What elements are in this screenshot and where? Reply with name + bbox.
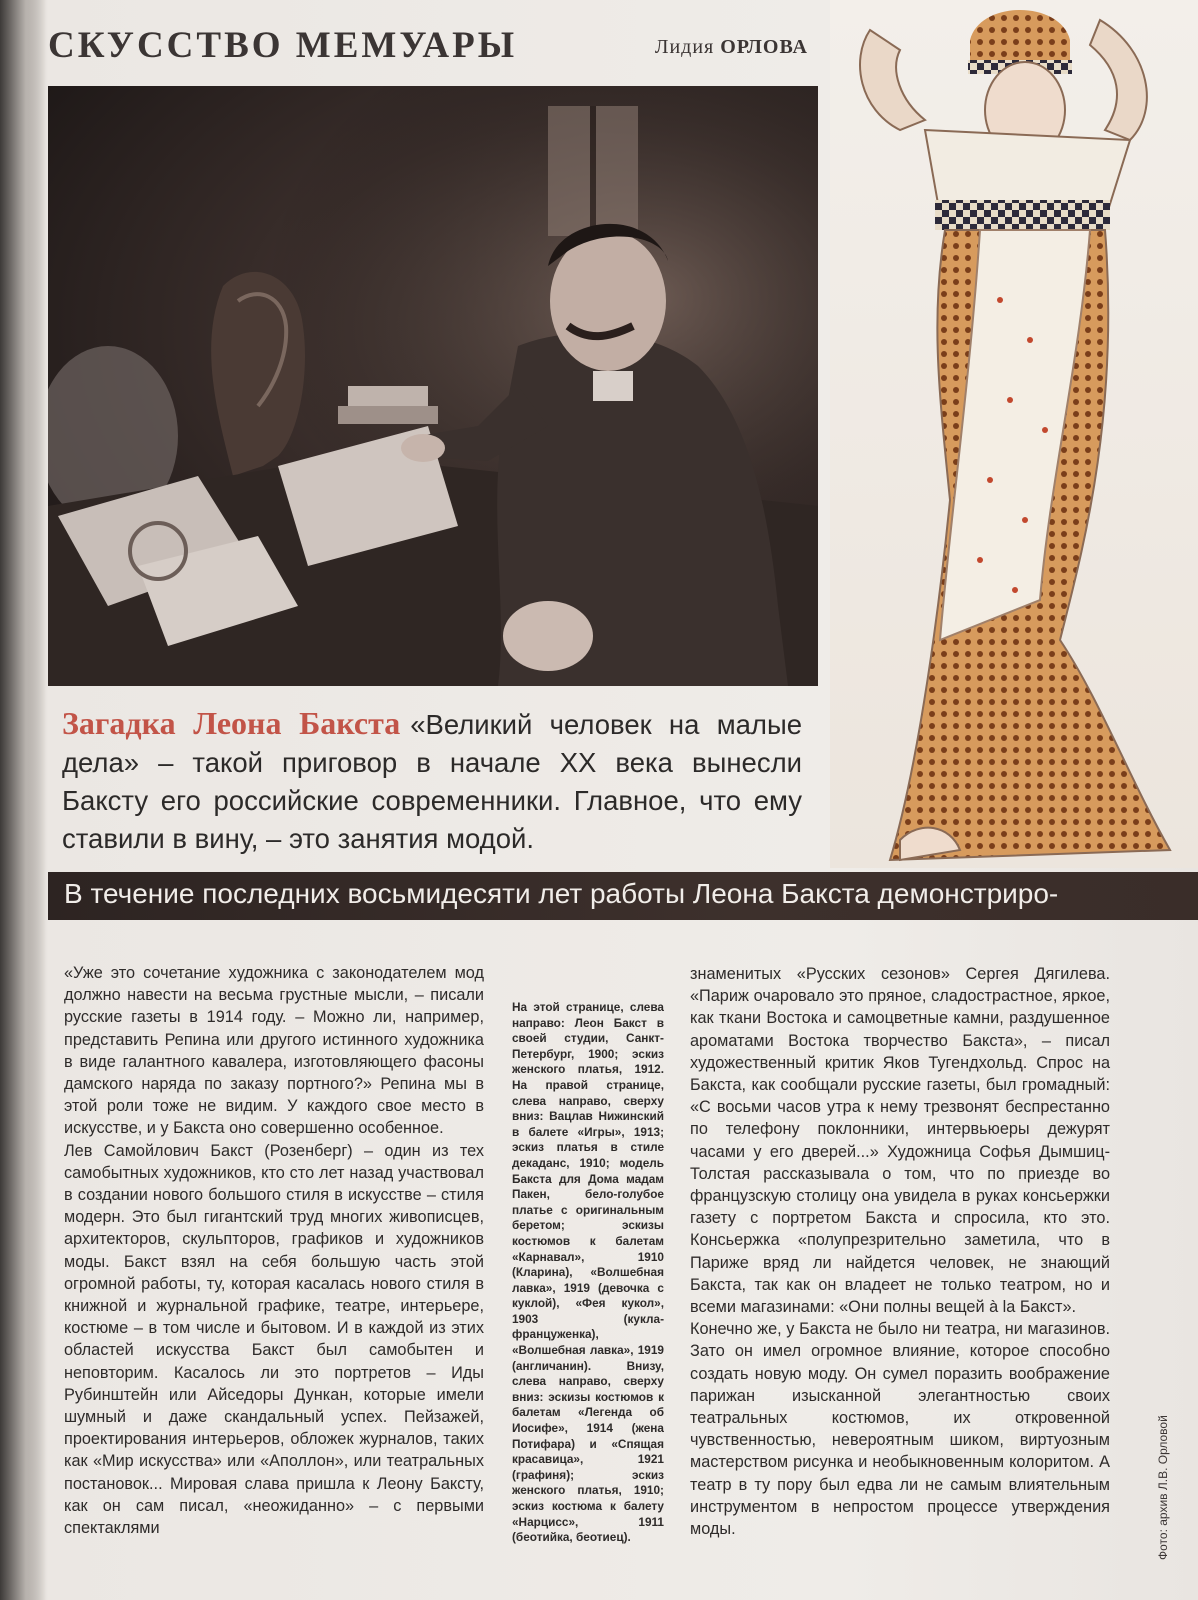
paragraph: знаменитых «Русских сезонов» Сергея Дягилева. «Париж очаровало это пряное, сладострастное, яркое, как ткани Востока и самоцветные камни, раздушенное ароматами Востока творчество Бакста», – писал художественный критик Яков Тугендхольд. Спрос на Бакста, как сообщали русские газеты, был громадный: «С восьми часов утра к нему трезвонят беспрестанно по телефону поклонники, интервьюеры дежурят часами у его дверей...» Художница Софья Дымшиц-Толстая рассказывала о том, что по приезде во французскую столицу она увидела в руках консьержки газету с портретом Бакста и спросила, кто это. Консьержка «полупрезрительно заметила, что в Париже вряд ли найдется человек, не знающий Бакста, так как он владеет не только театром, но и всеми магазинами: «Они полны вещей à la Бакст».: [690, 965, 1110, 1317]
text-column-left: [64, 962, 484, 1539]
intro-text: «Великий человек на малые дела» – такой приговор в начале XX века вынесли Баксту его российские современники. Главное, что ему ставили в вину, – это занятия модой.: [62, 709, 803, 854]
paragraph: «Уже это сочетание художника с законодателем мод должно навести на весьма грустные мысли, – писали русские газеты в 1914 году. – Можно ли, например, представить Репина или другого истинного художника в виде галантного кавалера, изготовляющего фасоны дамского наряда по заказу портного?» Репина мы в этой роли тоже не видим. У каждого свое место в искусстве, и у Бакста оно совершенно особенное.: [64, 964, 484, 1138]
section-rubric: СКУССТВО МЕМУАРЫ: [48, 25, 518, 66]
costume-sketch-drawing: [830, 0, 1198, 868]
paragraph: Конечно же, у Бакста не было ни театра, ни магазинов. Зато он имел огромное влияние, которое способно создать новую моду. Он сумел поразить воображение парижан изысканной элегантностью своих театральных костюмов, их откровенной чувственностью, невероятным шиком, виртуозным мастерством рисунка и необыкновенным колоритом. А театр в ту пору был едва ли не самым влиятельным инструментом в непростом процессе утверждения моды.: [690, 1320, 1110, 1539]
article-intro: [62, 704, 802, 858]
photo-caption: На этой странице, слева направо: Леон Бакст в своей студии, Санкт-Петербург, 1900; эскиз женского платья, 1912. На правой странице, слева направо, сверху вниз: Вацлав Нижинский в балете «Игры», 1913; эскиз платья в стиле декаданс, 1910; модель Бакста для Дома мадам Пакен, бело-голубое платье с оригинальным беретом; эскизы костюмов к балетам «Карнавал», 1910 (Кларина), «Волшебная лавка», 1919 (девочка с куклой), «Фея кукол», 1903 (кукла-француженка), «Волшебная лавка», 1919 (англичанин). Внизу, слева направо, сверху вниз: эскизы костюмов к балетам «Легенда об Иосифе», 1914 (жена Потифара) и «Спящая красавица», 1921 (графиня); эскиз женского платья, 1910; эскиз костюма к балету «Нарцисс», 1911 (беотийка, беотиец).: [512, 1000, 664, 1545]
window-frame: [548, 106, 638, 236]
author-last-name: ОРЛОВА: [720, 36, 808, 58]
text-column-right: [690, 963, 1110, 1540]
lead-banner: [48, 872, 1198, 920]
studio-photograph: [48, 86, 818, 686]
photo-credit: Фото: архив Л.В. Орловой: [1156, 1415, 1170, 1560]
page-header: [48, 20, 808, 72]
article-headline: Загадка Леона Бакста: [62, 705, 401, 741]
lead-banner-text: В течение последних восьмидесяти лет работы Леона Бакста демонстриро-: [64, 878, 1059, 909]
author-first-name: Лидия: [654, 36, 715, 58]
studio-photo-drawing: [48, 86, 818, 686]
page-curl: [0, 0, 46, 1600]
costume-sketch-illustration: [830, 0, 1198, 868]
author-byline: [655, 36, 808, 59]
paragraph: Лев Самойлович Бакст (Розенберг) – один из тех самобытных художников, кто сто лет назад участвовал в создании нового большого стиля в искусстве – стиля модерн. Это был гигантский труд многих живописцев, архитекторов, скульпторов, графиков и художников моды. Бакст взял на себя большую часть этой огромной работы, ту, которая касалась нового стиля в книжной и журнальной графике, театре, интерьере, костюме – в том числе и бытовом. И в каждой из этих областей искусства Бакст был самобытен и неповторим. Касалось ли это портретов – Иды Рубинштейн или Айседоры Дункан, которые имели шумный и даже скандальный успех. Пейзажей, проектирования интерьеров, обложек журналов, таких как «Мир искусства» или «Аполлон», или театральных постановок... Мировая слава пришла к Леону Баксту, как он сам писал, «неожиданно» – с первыми спектаклями: [64, 1141, 484, 1538]
